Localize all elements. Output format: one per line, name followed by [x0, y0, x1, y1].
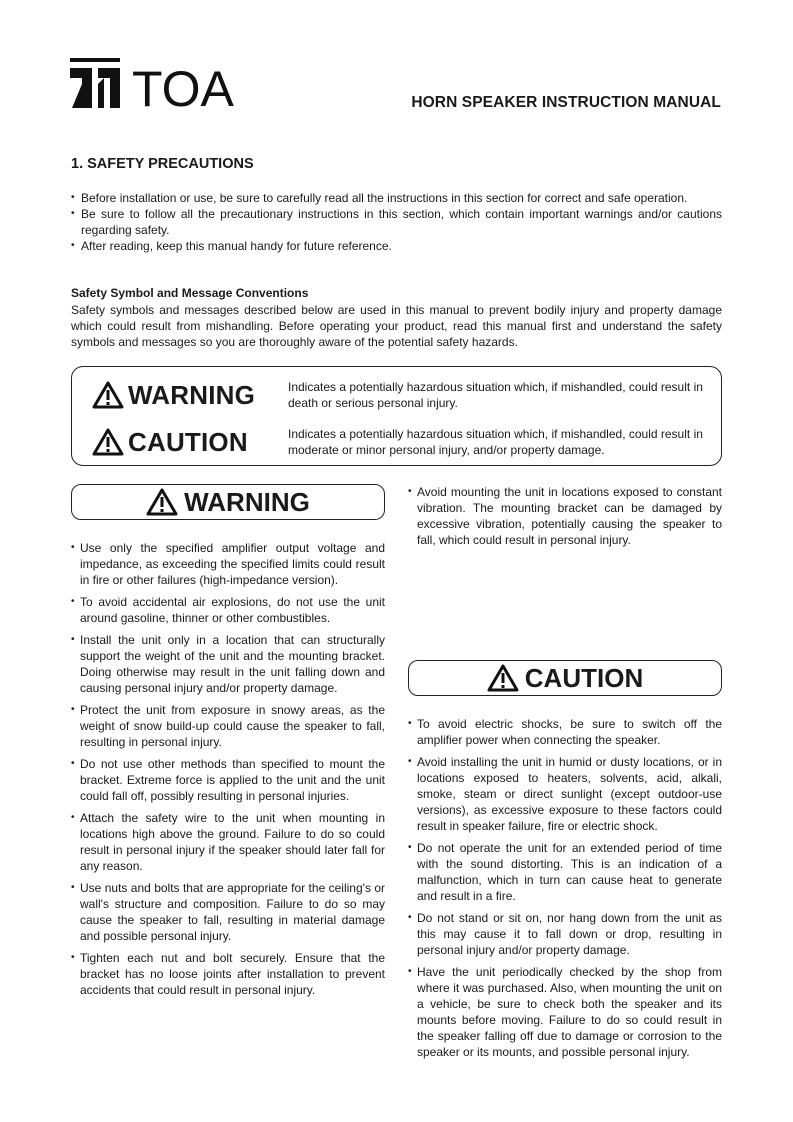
list-item: • Tighten each nut and bolt securely. Ensure that the bracket has no loose joints after installation to prevent accidents that could result in personal injury. — [71, 950, 385, 998]
list-item: • After reading, keep this manual handy for future reference. — [71, 238, 722, 254]
warning-list — [71, 540, 385, 998]
warning-description: Indicates a potentially hazardous situation which, if mishandled, could result in death or serious personal injury. — [288, 380, 703, 410]
conventions-title: Safety Symbol and Message Conventions — [71, 286, 309, 300]
list-item: • Before installation or use, be sure to carefully read all the instructions in this section for correct and safe operation. — [71, 190, 722, 206]
list-item: • Protect the unit from exposure in snowy areas, as the weight of snow build-up could cause the speaker to fall, resulting in personal injury. — [71, 702, 385, 750]
toa-logo — [70, 58, 250, 114]
warning-triangle-icon — [146, 488, 178, 516]
list-item: • To avoid accidental air explosions, do not use the unit around gasoline, thinner or other combustibles. — [71, 594, 385, 626]
list-item: • Install the unit only in a location that can structurally support the weight of the unit and the mounting bracket. Doing otherwise may result in the unit falling down and causing personal injury and/or property damage. — [71, 632, 385, 696]
warning-label: WARNING — [128, 379, 256, 410]
list-item: • Have the unit periodically checked by the shop from where it was purchased. Also, when mounting the unit on a vehicle, be sure to check both the speaker and its mounts before moving. Failure to do so could result in the speaker falling off due to damage or corrosion to the speaker or its mounts, and possible personal injury. — [408, 964, 722, 1060]
caution-label: CAUTION — [128, 426, 248, 457]
warning-convention-label — [92, 375, 255, 415]
caution-column — [408, 484, 722, 1066]
list-item: • Use nuts and bolts that are appropriate for the ceiling's or wall's structure and composition. Failure to do so may cause the speaker to fall, resulting in material damage and possible personal injury. — [71, 880, 385, 944]
caution-description: Indicates a potentially hazardous situation which, if mishandled, could result in moderate or minor personal injury, and/or property damage. — [288, 427, 703, 457]
list-item: • Use only the specified amplifier output voltage and impedance, as exceeding the specified limits could result in fire or other failures (high-impedance version). — [71, 540, 385, 588]
list-item: • Avoid mounting the unit in locations exposed to constant vibration. The mounting bracket can be damaged by excessive vibration, potentially causing the speaker to fall, which could result in personal injury. — [408, 484, 722, 548]
warning-header-label: WARNING — [184, 486, 310, 517]
caution-convention-label — [92, 422, 248, 462]
list-item: • Do not stand or sit on, nor hang down from the unit as this may cause it to fall down or drop, resulting in personal injury and/or property damage. — [408, 910, 722, 958]
conventions-paragraph: Safety symbols and messages described below are used in this manual to prevent bodily injury and property damage which could result from mishandling. Before operating your product, read this manual first and understand the safety symbols and messages so you are thoroughly aware of the potential safety hazards. — [71, 303, 722, 349]
caution-header — [408, 660, 722, 696]
document-title: HORN SPEAKER INSTRUCTION MANUAL — [411, 94, 721, 111]
list-item: • Do not use other methods than specified to mount the bracket. Extreme force is applied to the unit and the unit could fall off, possibly resulting in personal injuries. — [71, 756, 385, 804]
warning-column — [71, 484, 385, 1004]
caution-header-label: CAUTION — [524, 662, 644, 693]
warning-triangle-icon — [487, 664, 519, 692]
list-item: • Attach the safety wire to the unit when mounting in locations high above the ground. Failure to do so could result in personal injury if the speaker should later fall for any reason. — [71, 810, 385, 874]
caution-list — [408, 716, 722, 1060]
intro-bullet-list — [71, 190, 722, 254]
warning-list-continued — [408, 484, 722, 548]
warning-triangle-icon — [92, 428, 124, 456]
toa-logo-icon — [70, 58, 250, 114]
list-item: • Be sure to follow all the precautionary instructions in this section, which contain important warnings and/or cautions regarding safety. — [71, 206, 722, 238]
caution-convention-row — [92, 422, 712, 462]
warning-header — [71, 484, 385, 520]
list-item: • Do not operate the unit for an extended period of time with the sound distorting. This is an indication of a malfunction, which in turn can cause heat to generate and result in a fire. — [408, 840, 722, 904]
warning-triangle-icon — [92, 381, 124, 409]
list-item: • To avoid electric shocks, be sure to switch off the amplifier power when connecting the speaker. — [408, 716, 722, 748]
warning-convention-row — [92, 375, 712, 415]
brand-text: TOA — [132, 61, 234, 114]
list-item: • Avoid installing the unit in humid or dusty locations, or in locations exposed to heaters, solvents, acid, alkali, smoke, steam or direct sunlight (except outdoor-use versions), as excessive exposure to these factors could result in speaker failure, fire or electric shock. — [408, 754, 722, 834]
symbol-conventions-box — [71, 366, 722, 466]
section-title: 1. SAFETY PRECAUTIONS — [71, 156, 254, 172]
